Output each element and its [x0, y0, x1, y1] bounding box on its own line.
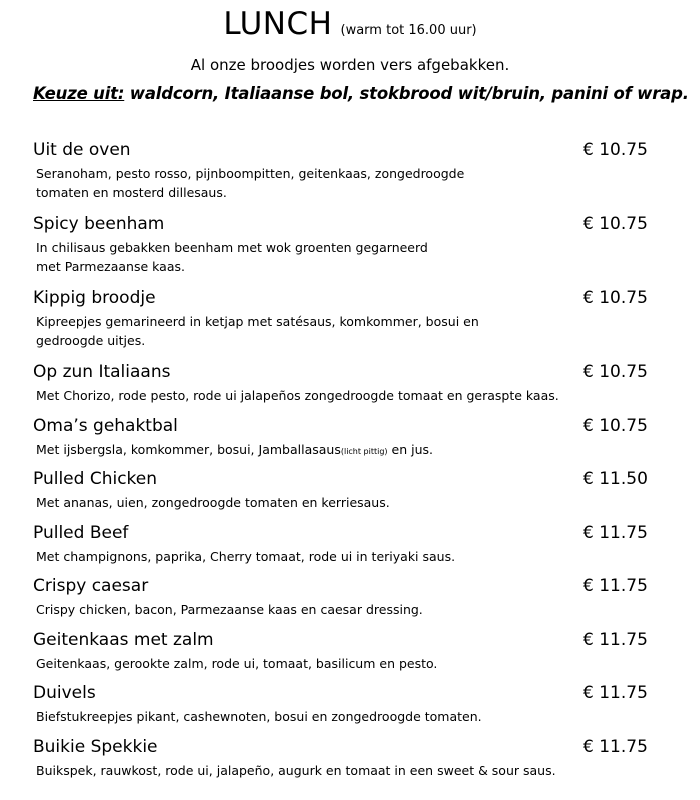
menu-item-price: € 10.75 [583, 214, 648, 234]
page-title: LUNCH [223, 6, 333, 42]
menu-item-price: € 10.75 [583, 140, 648, 160]
menu-item-name: Uit de oven [33, 140, 131, 160]
menu-item [33, 362, 673, 416]
menu-item-name: Crispy caesar [33, 576, 149, 596]
menu-item-name: Pulled Beef [33, 522, 129, 543]
menu-item-name: Geitenkaas met zalm [33, 629, 214, 650]
menu-item-name: Kippig broodje [33, 288, 156, 308]
menu-item-price: € 11.75 [583, 736, 648, 757]
menu-item-description: Geitenkaas, gerookte zalm, rode ui, tomaat, basilicum en pesto. [36, 655, 438, 671]
title-line [0, 6, 700, 42]
menu-item-price: € 11.75 [583, 522, 648, 543]
menu-item [33, 469, 673, 523]
menu-item [33, 523, 673, 577]
menu-item-description: Met champignons, paprika, Cherry tomaat, rode ui in teriyaki saus. [36, 548, 456, 564]
lunch-menu-list [33, 140, 673, 790]
intro-text: Al onze broodjes worden vers afgebakken. [190, 56, 510, 74]
menu-item-price: € 11.75 [583, 683, 648, 703]
menu-item-price: € 10.75 [583, 288, 648, 308]
menu-item-price: € 11.50 [583, 469, 648, 489]
menu-item [33, 140, 673, 214]
menu-item-description: In chilisaus gebakken beenham met wok groenten gegarneerd met Parmezaanse kaas. [36, 240, 428, 274]
menu-item [33, 214, 673, 288]
menu-item-name: Op zun Italiaans [33, 362, 171, 382]
menu-item-price: € 11.75 [583, 629, 648, 650]
menu-item [33, 288, 673, 362]
menu-item-description: Kipreepjes gemarineerd in ketjap met satésaus, komkommer, bosui en gedroogde uitjes. [36, 314, 479, 348]
menu-item-name: Spicy beenham [33, 214, 165, 234]
menu-item-name: Oma’s gehaktbal [33, 415, 178, 436]
menu-item-description [36, 440, 673, 461]
menu-item-price: € 10.75 [583, 362, 648, 382]
menu-item-price: € 10.75 [583, 415, 648, 436]
menu-item-price: € 11.75 [583, 576, 648, 596]
menu-item-name: Duivels [33, 683, 96, 703]
menu-item-description-text: Met ijsbergsla, komkommer, bosui, Jamballasaus [36, 441, 341, 457]
menu-item [33, 576, 673, 630]
menu-item-description-end: en jus. [387, 441, 434, 457]
menu-item [33, 630, 673, 684]
menu-item-description: Seranoham, pesto rosso, pijnboompitten, geitenkaas, zongedroogde tomaten en mosterd dillesaus. [36, 166, 465, 200]
bread-choice [33, 84, 689, 103]
menu-item-description: Met ananas, uien, zongedroogde tomaten en kerriesaus. [36, 495, 390, 510]
menu-item-name: Pulled Chicken [33, 469, 158, 489]
title-note: (warm tot 16.00 uur) [340, 23, 477, 38]
menu-item [33, 683, 673, 737]
menu-item-description: Biefstukreepjes pikant, cashewnoten, bosui en zongedroogde tomaten. [36, 709, 482, 724]
bread-choice-options: waldcorn, Italiaanse bol, stokbrood wit/bruin, panini of wrap. [124, 84, 689, 103]
menu-item-description: Buikspek, rauwkost, rode ui, jalapeño, augurk en tomaat in een sweet & sour saus. [36, 762, 556, 778]
menu-item-name: Buikie Spekkie [33, 736, 158, 757]
menu-item-description: Crispy chicken, bacon, Parmezaanse kaas en caesar dressing. [36, 602, 423, 617]
bread-choice-label: Keuze uit: [33, 84, 125, 103]
menu-item-description: Met Chorizo, rode pesto, rode ui jalapeños zongedroogde tomaat en geraspte kaas. [36, 388, 559, 403]
spiciness-note: (licht pittig) [340, 446, 388, 456]
menu-item [33, 416, 673, 470]
menu-item [33, 737, 673, 791]
